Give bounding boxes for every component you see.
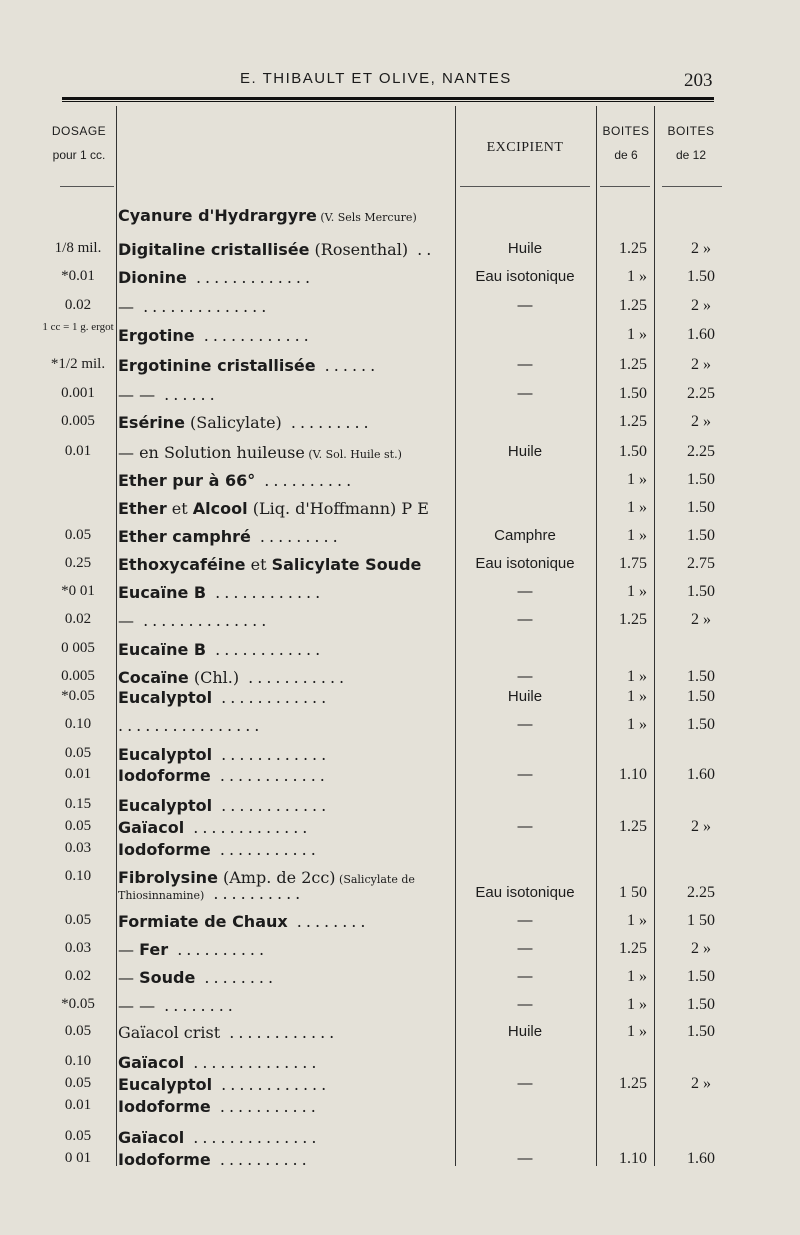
price-boites12-cell: 2.25 bbox=[687, 884, 715, 901]
product-name-bold: Salicylate Soude bbox=[271, 555, 422, 574]
product-name-cell bbox=[118, 716, 452, 735]
price-boites12-cell: 1.60 bbox=[687, 326, 715, 343]
leader-dots: ........ bbox=[287, 912, 370, 931]
header-underline bbox=[600, 186, 650, 187]
table-row bbox=[0, 688, 800, 714]
table-row bbox=[0, 996, 800, 1022]
product-name-bold: Fer bbox=[139, 940, 169, 959]
header-rule bbox=[62, 97, 714, 102]
product-name-bold: Ether camphré bbox=[118, 527, 251, 546]
product-name-cell bbox=[118, 443, 452, 462]
product-name-cell bbox=[118, 818, 452, 837]
product-name-text: — bbox=[118, 611, 134, 630]
price-boites12-cell: 2 » bbox=[691, 940, 711, 957]
product-name-cell bbox=[118, 1128, 452, 1147]
excipient-header-label: EXCIPIENT bbox=[486, 140, 564, 155]
price-boites12-cell: 1.50 bbox=[687, 968, 715, 985]
leader-dots: ........... bbox=[210, 1097, 320, 1116]
excipient-cell: — bbox=[517, 912, 533, 929]
leader-dots: .......... bbox=[210, 1150, 311, 1169]
product-name-cell bbox=[118, 745, 452, 764]
product-name-cell bbox=[118, 555, 452, 574]
product-name-bold: Ethoxycaféine bbox=[118, 555, 246, 574]
dosage-cell: 0.02 bbox=[64, 297, 92, 313]
product-name-text: (Rosenthal) bbox=[309, 240, 409, 259]
table-row bbox=[0, 356, 800, 382]
table-row bbox=[0, 413, 800, 439]
product-name-bold: Iodoforme bbox=[118, 840, 211, 859]
product-name-bold: Formiate de Chaux bbox=[118, 912, 288, 931]
price-boites12-cell: 1.50 bbox=[687, 668, 715, 685]
product-name-cell bbox=[118, 583, 452, 602]
price-boites6-cell: 1.25 bbox=[619, 940, 647, 957]
price-boites12-cell: 2 » bbox=[691, 240, 711, 257]
product-name-text: — — bbox=[118, 385, 156, 404]
product-name-bold: Cyanure d'Hydrargyre bbox=[118, 206, 317, 225]
table-row bbox=[0, 555, 800, 581]
excipient-cell: — bbox=[517, 297, 533, 314]
price-boites12-cell: 1.50 bbox=[687, 268, 715, 285]
price-boites12-cell: 2 » bbox=[691, 818, 711, 835]
column-header-dosage bbox=[42, 124, 116, 162]
dosage-cell: 0 005 bbox=[61, 640, 95, 656]
price-boites12-cell: 2.25 bbox=[687, 385, 715, 402]
product-name-bold: Iodoforme bbox=[118, 1150, 211, 1169]
product-name-cell bbox=[118, 968, 452, 987]
product-name-cell bbox=[118, 471, 452, 490]
product-name-cell bbox=[118, 611, 452, 630]
product-name-cell bbox=[118, 385, 452, 404]
product-name-cell bbox=[118, 240, 452, 259]
excipient-cell: Huile bbox=[507, 1023, 543, 1040]
dosage-cell: 1/8 mil. bbox=[54, 240, 102, 256]
leader-dots: ............. bbox=[186, 268, 315, 287]
column-header-boites12 bbox=[658, 124, 724, 162]
excipient-cell: — bbox=[517, 583, 533, 600]
leader-dots: ............ bbox=[206, 640, 325, 659]
price-boites12-cell: 1.50 bbox=[687, 499, 715, 516]
product-name-cell bbox=[118, 326, 452, 345]
product-name-cell bbox=[118, 640, 452, 659]
boites12-header-sub: de 12 bbox=[675, 148, 707, 162]
leader-dots: ...... bbox=[315, 356, 380, 375]
header-underline bbox=[662, 186, 722, 187]
product-name-bold: Dionine bbox=[118, 268, 187, 287]
leader-dots: ............ bbox=[206, 583, 325, 602]
product-name-cell bbox=[118, 1075, 452, 1094]
excipient-cell: — bbox=[517, 1150, 533, 1167]
excipient-cell: — bbox=[517, 611, 533, 628]
leader-dots: ........ bbox=[155, 996, 237, 1015]
product-name-text: (Salicylate) bbox=[184, 413, 282, 432]
excipient-cell: — bbox=[517, 968, 533, 985]
table-row bbox=[0, 583, 800, 609]
table-row bbox=[0, 940, 800, 966]
table-row bbox=[0, 321, 800, 352]
leader-dots: .............. bbox=[184, 1128, 321, 1147]
product-name-cell bbox=[118, 527, 452, 546]
leader-dots: .......... bbox=[168, 940, 269, 959]
excipient-cell: — bbox=[517, 1075, 533, 1092]
product-name-cell bbox=[118, 499, 452, 518]
leader-dots: .......... bbox=[204, 884, 305, 903]
price-boites12-cell: 2 » bbox=[691, 297, 711, 314]
leader-dots: ...... bbox=[155, 385, 219, 404]
leader-dots: .. bbox=[408, 240, 436, 259]
price-boites6-cell: 1.25 bbox=[619, 356, 647, 373]
boites6-header-sub: de 6 bbox=[614, 148, 638, 162]
excipient-cell: Eau isotonique bbox=[475, 268, 575, 285]
dosage-cell: 0.001 bbox=[61, 385, 95, 401]
dosage-cell: 0.10 bbox=[64, 716, 92, 732]
price-boites12-cell: 1.50 bbox=[687, 527, 715, 544]
product-name-text: — — bbox=[118, 996, 156, 1015]
table-row bbox=[0, 268, 800, 294]
excipient-cell: — bbox=[517, 716, 533, 733]
price-boites6-cell: 1 » bbox=[627, 527, 647, 544]
table-row bbox=[0, 766, 800, 792]
dosage-cell: *0.05 bbox=[61, 688, 95, 704]
price-boites12-cell: 1.50 bbox=[687, 996, 715, 1013]
leader-dots: ............ bbox=[210, 766, 329, 785]
leader-dots: ............ bbox=[194, 326, 313, 345]
table-row bbox=[0, 1150, 800, 1176]
product-name-note: Thiosinnamine) bbox=[118, 889, 205, 902]
column-header-excipient bbox=[458, 140, 592, 156]
table-row bbox=[0, 912, 800, 938]
price-boites12-cell: 1.50 bbox=[687, 583, 715, 600]
leader-dots: ........... bbox=[210, 840, 320, 859]
price-boites6-cell: 1 » bbox=[627, 688, 647, 705]
excipient-cell: — bbox=[517, 385, 533, 402]
price-boites6-cell: 1 » bbox=[627, 668, 647, 685]
dosage-cell: 0.10 bbox=[64, 868, 92, 884]
dosage-cell: 0.005 bbox=[61, 668, 95, 684]
product-name-cell bbox=[118, 413, 452, 432]
product-name-bold: Ether pur à 66° bbox=[118, 471, 256, 490]
product-name-bold: Alcool bbox=[192, 499, 248, 518]
leader-dots: ............ bbox=[212, 745, 331, 764]
leader-dots: .............. bbox=[134, 611, 271, 630]
product-name-text: (Chl.) bbox=[188, 668, 240, 687]
price-boites6-cell: 1.25 bbox=[619, 240, 647, 257]
product-name-bold: Gaïacol bbox=[118, 1053, 185, 1072]
product-name-bold: Eucaïne B bbox=[118, 583, 207, 602]
price-boites6-cell: 1.75 bbox=[619, 555, 647, 572]
table-row bbox=[0, 1097, 800, 1123]
dosage-cell: 0.01 bbox=[64, 443, 92, 459]
table-row bbox=[0, 716, 800, 742]
product-name-bold: Fibrolysine bbox=[118, 868, 218, 887]
table-row bbox=[0, 527, 800, 553]
dosage-cell: *0 01 bbox=[61, 583, 95, 599]
table-row bbox=[0, 240, 800, 266]
price-boites12-cell: 2 » bbox=[691, 356, 711, 373]
dosage-cell: 0.05 bbox=[64, 1128, 92, 1144]
product-name-bold: Eucalyptol bbox=[118, 745, 213, 764]
product-name-bold: Eucalyptol bbox=[118, 688, 213, 707]
column-header-boites6 bbox=[598, 124, 654, 162]
product-name-bold: Eucalyptol bbox=[118, 1075, 213, 1094]
header-underline bbox=[460, 186, 590, 187]
table-row bbox=[0, 968, 800, 994]
dosage-cell: 0.05 bbox=[64, 818, 92, 834]
product-name-bold: Soude bbox=[139, 968, 196, 987]
page-number: 203 bbox=[684, 70, 713, 91]
price-boites6-cell: 1 » bbox=[627, 912, 647, 929]
excipient-cell: — bbox=[517, 818, 533, 835]
product-name-cell bbox=[118, 1097, 452, 1116]
price-boites6-cell: 1 » bbox=[627, 968, 647, 985]
leader-dots: ............ bbox=[220, 1023, 339, 1042]
product-name-bold: Ergotinine cristallisée bbox=[118, 356, 316, 375]
dosage-cell: 0.03 bbox=[64, 840, 92, 856]
dosage-cell: 0.10 bbox=[64, 1053, 92, 1069]
price-boites6-cell: 1 » bbox=[627, 996, 647, 1013]
product-name-note: (Salicylate de bbox=[335, 873, 415, 886]
product-name-text: — bbox=[118, 297, 134, 316]
dosage-cell: 0.05 bbox=[64, 912, 92, 928]
excipient-cell: — bbox=[517, 766, 533, 783]
table-row bbox=[0, 1023, 800, 1049]
leader-dots: ............ bbox=[212, 796, 331, 815]
dosage-cell: 0.01 bbox=[64, 1097, 92, 1113]
leader-dots: ......... bbox=[250, 527, 342, 546]
product-name-cell bbox=[118, 206, 452, 225]
product-name-bold: Eucalyptol bbox=[118, 796, 213, 815]
price-boites6-cell: 1.50 bbox=[619, 443, 647, 460]
product-name-cell bbox=[118, 884, 452, 903]
dosage-cell: 0.02 bbox=[64, 611, 92, 627]
price-boites12-cell: 1.50 bbox=[687, 716, 715, 733]
product-name-bold: Gaïacol bbox=[118, 1128, 185, 1147]
header-underline bbox=[60, 186, 114, 187]
product-name-text: — bbox=[118, 968, 140, 987]
excipient-cell: Eau isotonique bbox=[475, 884, 575, 901]
product-name-cell bbox=[118, 912, 452, 931]
price-boites12-cell: 2 » bbox=[691, 611, 711, 628]
dosage-cell: 0.05 bbox=[64, 745, 92, 761]
product-name-cell bbox=[118, 297, 452, 316]
dosage-cell: 0.15 bbox=[64, 796, 92, 812]
leader-dots: ........... bbox=[239, 668, 349, 687]
price-boites6-cell: 1 » bbox=[627, 268, 647, 285]
price-boites6-cell: 1.25 bbox=[619, 611, 647, 628]
product-name-cell bbox=[118, 688, 452, 707]
price-boites12-cell: 1.50 bbox=[687, 688, 715, 705]
dosage-cell: 0.05 bbox=[64, 1023, 92, 1039]
price-boites6-cell: 1 » bbox=[627, 326, 647, 343]
price-boites6-cell: 1 » bbox=[627, 1023, 647, 1040]
product-name-text: Gaïacol crist bbox=[118, 1023, 221, 1042]
table-row bbox=[0, 840, 800, 866]
dosage-cell: *1/2 mil. bbox=[50, 356, 106, 372]
product-name-cell bbox=[118, 268, 452, 287]
product-name-cell bbox=[118, 1053, 452, 1072]
dosage-cell: 0.05 bbox=[64, 1075, 92, 1091]
dosage-cell: 0.005 bbox=[61, 413, 95, 429]
product-name-bold: Ether bbox=[118, 499, 167, 518]
price-boites12-cell: 2 » bbox=[691, 1075, 711, 1092]
price-boites12-cell: 1.60 bbox=[687, 766, 715, 783]
price-boites6-cell: 1 » bbox=[627, 471, 647, 488]
excipient-cell: Camphre bbox=[494, 527, 556, 544]
dosage-cell: 0.03 bbox=[64, 940, 92, 956]
product-name-bold: Ergotine bbox=[118, 326, 195, 345]
excipient-cell: — bbox=[517, 668, 533, 685]
product-name-bold: Eucaïne B bbox=[118, 640, 207, 659]
price-boites12-cell: 1.60 bbox=[687, 1150, 715, 1167]
product-name-cell bbox=[118, 668, 452, 687]
leader-dots: ............. bbox=[184, 818, 312, 837]
dosage-cell: *0.05 bbox=[61, 996, 95, 1012]
product-name-bold: Esérine bbox=[118, 413, 185, 432]
product-name-text: — en Solution huileuse bbox=[118, 443, 305, 462]
product-name-text: (Liq. d'Hoffmann) P E bbox=[247, 499, 429, 518]
table-row bbox=[0, 611, 800, 637]
price-boites6-cell: 1.25 bbox=[619, 1075, 647, 1092]
table-row bbox=[0, 884, 800, 910]
price-boites6-cell: 1.25 bbox=[619, 413, 647, 430]
excipient-cell: Eau isotonique bbox=[475, 555, 575, 572]
leader-dots: ............ bbox=[212, 1075, 331, 1094]
product-name-cell bbox=[118, 766, 452, 785]
product-name-bold: Cocaïne bbox=[118, 668, 189, 687]
excipient-cell: Huile bbox=[507, 443, 543, 460]
product-name-cell bbox=[118, 356, 452, 375]
product-name-bold: Gaïacol bbox=[118, 818, 185, 837]
leader-dots: .............. bbox=[184, 1053, 321, 1072]
price-boites6-cell: 1 50 bbox=[619, 884, 647, 901]
table-row bbox=[0, 640, 800, 666]
excipient-cell: — bbox=[517, 940, 533, 957]
leader-dots: ............ bbox=[212, 688, 331, 707]
price-boites6-cell: 1.25 bbox=[619, 297, 647, 314]
boites12-header-label: BOITES bbox=[667, 124, 715, 138]
price-boites6-cell: 1.50 bbox=[619, 385, 647, 402]
dosage-cell: 1 cc = 1 g. ergot bbox=[42, 321, 114, 333]
excipient-cell: — bbox=[517, 356, 533, 373]
leader-dots: ........ bbox=[195, 968, 278, 987]
price-boites12-cell: 1 50 bbox=[687, 912, 715, 929]
price-boites6-cell: 1.25 bbox=[619, 818, 647, 835]
leader-dots: ................ bbox=[118, 716, 264, 735]
price-boites12-cell: 1.50 bbox=[687, 471, 715, 488]
price-boites6-cell: 1 » bbox=[627, 583, 647, 600]
dosage-header-sub: pour 1 cc. bbox=[52, 148, 106, 162]
price-boites6-cell: 1.10 bbox=[619, 766, 647, 783]
price-boites12-cell: 2.75 bbox=[687, 555, 715, 572]
product-name-cell bbox=[118, 840, 452, 859]
table-row bbox=[0, 385, 800, 411]
leader-dots: .......... bbox=[255, 471, 356, 490]
table-row bbox=[0, 206, 800, 232]
table-row bbox=[0, 297, 800, 323]
excipient-cell: Huile bbox=[507, 240, 543, 257]
product-name-cell bbox=[118, 1023, 452, 1042]
running-head bbox=[0, 70, 800, 94]
product-name-cell bbox=[118, 996, 452, 1015]
product-name-text: et bbox=[245, 555, 272, 574]
product-name-note: (V. Sol. Huile st.) bbox=[304, 448, 402, 461]
boites6-header-label: BOITES bbox=[602, 124, 650, 138]
dosage-cell: 0 01 bbox=[64, 1150, 92, 1166]
leader-dots: .............. bbox=[134, 297, 271, 316]
product-name-text: (Amp. de 2cc) bbox=[217, 868, 336, 887]
excipient-cell: — bbox=[517, 996, 533, 1013]
product-name-cell bbox=[118, 796, 452, 815]
dosage-cell: 0.25 bbox=[64, 555, 92, 571]
price-boites12-cell: 2.25 bbox=[687, 443, 715, 460]
dosage-cell: 0.05 bbox=[64, 527, 92, 543]
dosage-cell: 0.01 bbox=[64, 766, 92, 782]
table-row bbox=[0, 443, 800, 469]
product-name-note: (V. Sels Mercure) bbox=[316, 211, 417, 224]
price-boites6-cell: 1 » bbox=[627, 499, 647, 516]
dosage-header-label: DOSAGE bbox=[51, 124, 107, 138]
table-row bbox=[0, 471, 800, 497]
leader-dots: ......... bbox=[281, 413, 373, 432]
price-boites6-cell: 1.10 bbox=[619, 1150, 647, 1167]
price-boites6-cell: 1 » bbox=[627, 716, 647, 733]
product-name-bold: Iodoforme bbox=[118, 766, 211, 785]
excipient-cell: Huile bbox=[507, 688, 543, 705]
dosage-cell: 0.02 bbox=[64, 968, 92, 984]
product-name-bold: Iodoforme bbox=[118, 1097, 211, 1116]
product-name-bold: Digitaline cristallisée bbox=[118, 240, 310, 259]
running-title: E. THIBAULT ET OLIVE, NANTES bbox=[240, 70, 512, 87]
product-name-text: — bbox=[118, 940, 140, 959]
price-boites12-cell: 2 » bbox=[691, 413, 711, 430]
product-name-cell bbox=[118, 1150, 452, 1169]
product-name-text: et bbox=[166, 499, 193, 518]
price-boites12-cell: 1.50 bbox=[687, 1023, 715, 1040]
product-name-cell bbox=[118, 940, 452, 959]
table-row bbox=[0, 499, 800, 525]
dosage-cell: *0.01 bbox=[61, 268, 95, 284]
